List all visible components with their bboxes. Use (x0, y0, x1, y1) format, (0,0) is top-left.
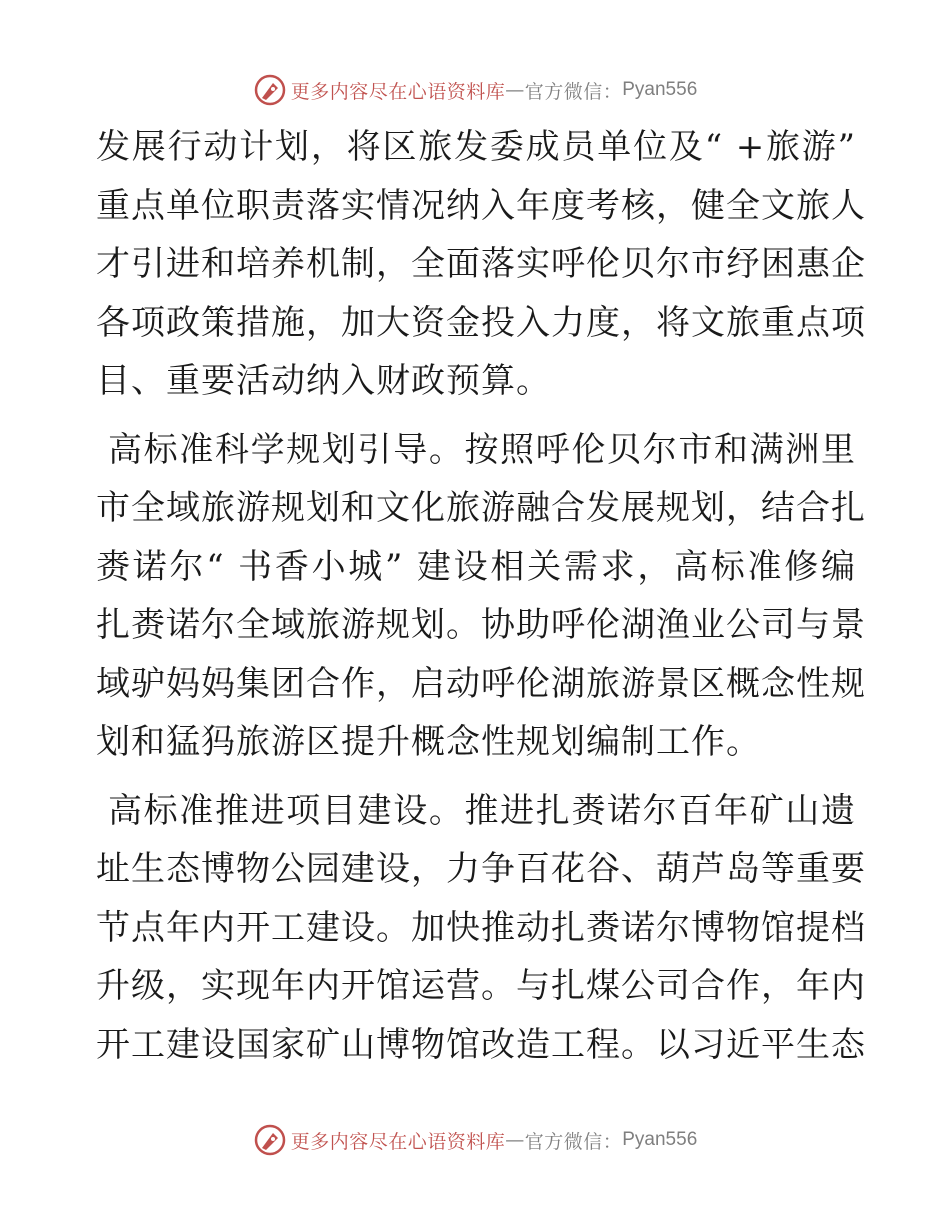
paragraph-2 (96, 421, 866, 772)
text-line: 节点年内开工建设。加快推动扎赉诺尔博物馆提档 (96, 907, 866, 948)
watermark-separator: — (505, 79, 525, 101)
text-line: 各项政策措施，加大资金投入力度，将文旅重点项 (96, 302, 866, 343)
pen-nib-logo-icon (253, 73, 287, 107)
watermark-footer (0, 1120, 950, 1160)
text-line: 域驴妈妈集团合作，启动呼伦湖旅游景区概念性规 (96, 663, 866, 704)
text-line: 赉诺尔“ 书香小城” 建设相关需求，高标准修编 (96, 546, 856, 587)
watermark-site-text: 更多内容尽在心语资料库 (290, 80, 506, 103)
watermark-wechat-id: Pyan556 (622, 79, 698, 100)
text-line: 市全域旅游规划和文化旅游融合发展规划，结合扎 (96, 488, 866, 528)
watermark-header (0, 70, 950, 110)
text-line: 发展行动计划，将区旅发委成员单位及“ +旅游” (96, 127, 856, 167)
paragraph-1 (96, 118, 866, 411)
text-line: 扎赉诺尔全域旅游规划。协助呼伦湖渔业公司与景 (96, 605, 866, 645)
text-line: 高标准科学规划引导。按照呼伦贝尔市和满洲里 (108, 429, 856, 470)
text-line: 才引进和培养机制，全面落实呼伦贝尔市纾困惠企 (96, 244, 866, 284)
text-line: 划和猛犸旅游区提升概念性规划编制工作。 (96, 722, 761, 762)
text-line: 升级，实现年内开馆运营。与扎煤公司合作，年内 (96, 966, 866, 1006)
text-line: 重点单位职责落实情况纳入年度考核，健全文旅人 (96, 185, 866, 226)
watermark-wechat-id: Pyan556 (622, 1129, 698, 1150)
document-body (96, 118, 866, 1084)
paragraph-3 (96, 782, 866, 1075)
text-line: 目、重要活动纳入财政预算。 (96, 361, 551, 401)
text-line: 址生态博物公园建设，力争百花谷、葫芦岛等重要 (96, 849, 866, 889)
text-line: 开工建设国家矿山博物馆改造工程。以习近平生态 (96, 1024, 866, 1065)
watermark-separator: — (505, 1129, 525, 1151)
pen-nib-logo-icon (253, 1123, 287, 1157)
watermark-site-text: 更多内容尽在心语资料库 (290, 1130, 506, 1153)
text-line: 高标准推进项目建设。推进扎赉诺尔百年矿山遗 (108, 790, 856, 831)
watermark-official-label: 官方微信： (524, 80, 623, 103)
watermark-official-label: 官方微信： (524, 1130, 623, 1153)
